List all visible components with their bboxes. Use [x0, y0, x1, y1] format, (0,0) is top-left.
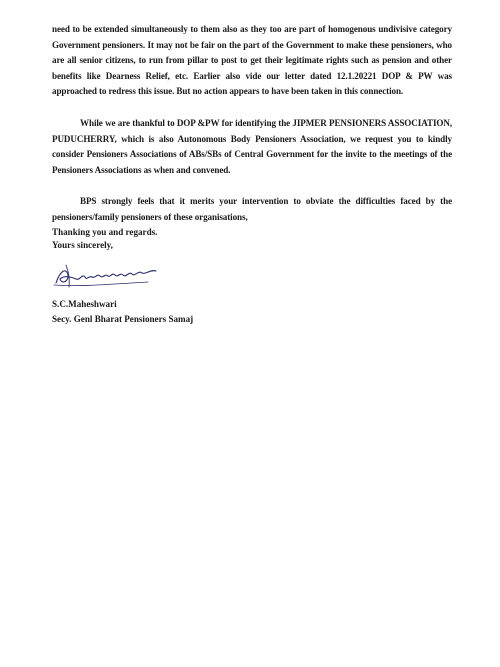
- paragraph-bps-intervention: BPS strongly feels that it merits your intervention to obviate the difficulties faced by the pensioners/family pensioners of these organisations,: [52, 196, 452, 222]
- paragraph-dearness-relief: need to be extended simultaneously to them also as they too are part of homogenous undivisive category Government pensioners. It may not be fair on the part of the Government to make these pensioners, who are all senior citizens, to run from pillar to post to get their legitimate rights such as pension and other benefits like Dearness Relief, etc. Earlier also vide our letter dated 12.1.20221 DOP & PW was approached to redress this issue. But no action appears to have been taken in this connection.: [52, 24, 452, 97]
- thanks-line: Thanking you and regards.: [52, 226, 158, 237]
- signatory-block: [52, 297, 452, 328]
- handwritten-signature: [52, 257, 162, 291]
- paragraph-jipmer-association: While we are thankful to DOP &PW for identifying the JIPMER PENSIONERS ASSOCIATION, PUDUCHERRY, which is also Autonomous Body Pensioners Association, we request you to kindly consider Pensioners Associations of ABs/SBs of Central Government for the invite to the meetings of the Pensioners Associations as when and convened.: [52, 117, 452, 175]
- signatory-name: S.C.Maheshwari: [52, 298, 117, 309]
- signatory-title: Secy. Genl Bharat Pensioners Samaj: [52, 314, 194, 325]
- valediction: Yours sincerely,: [52, 240, 113, 251]
